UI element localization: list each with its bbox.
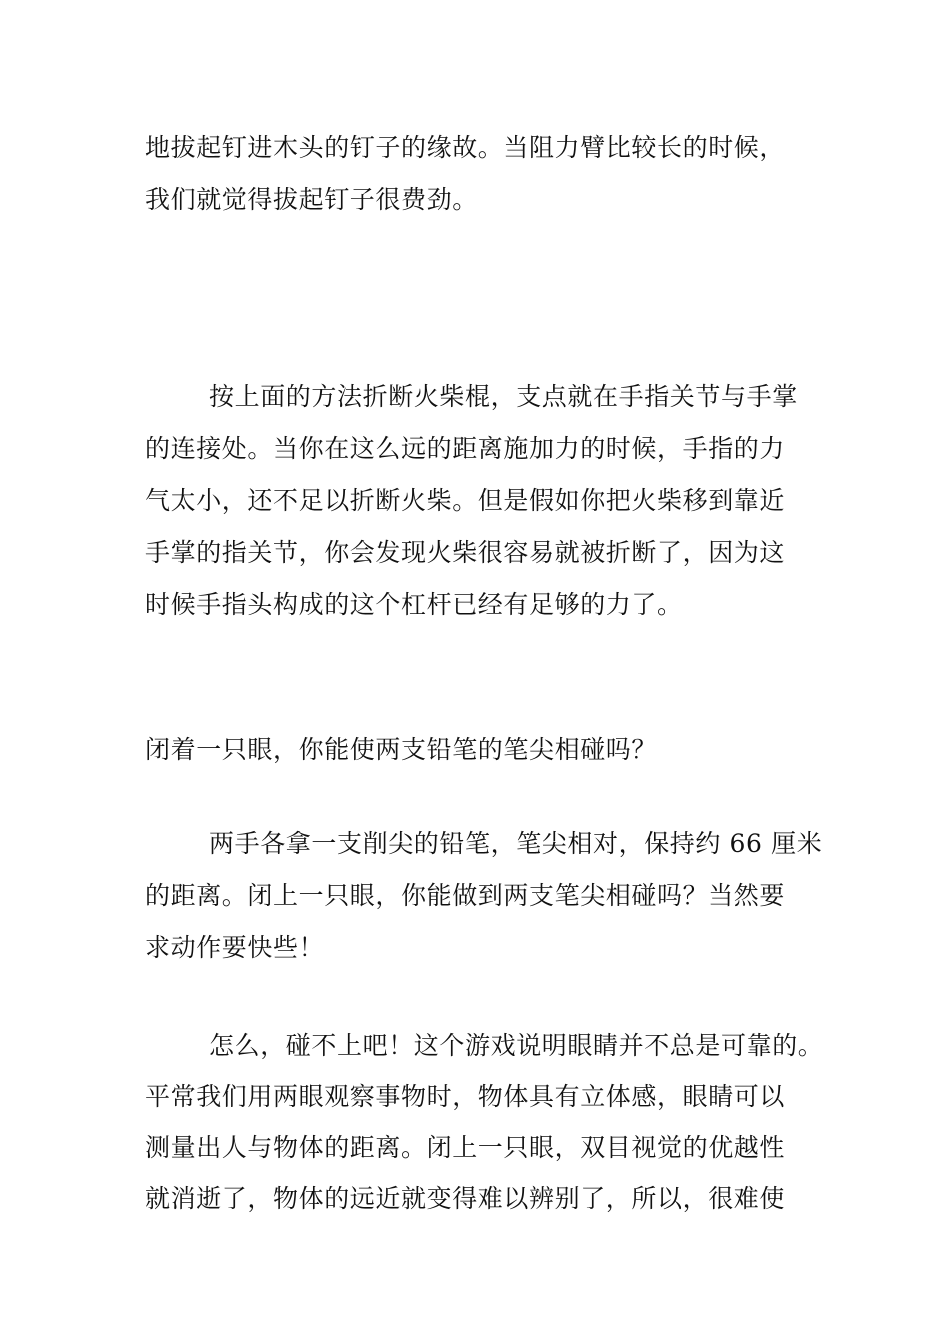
paragraph-3-line-3: 求动作要快些！ [145, 933, 325, 962]
paragraph-4-line-1: 怎么，碰不上吧！这个游戏说明眼睛并不总是可靠的。 [209, 1031, 824, 1060]
paragraph-2-line-3: 气太小，还不足以折断火柴。但是假如你把火柴移到靠近 [145, 486, 786, 515]
paragraph-1-line-1: 地拔起钉进木头的钉子的缘故。当阻力臂比较长的时候， [145, 133, 786, 162]
paragraph-2-line-2: 的连接处。当你在这么远的距离施加力的时候，手指的力 [145, 434, 786, 463]
paragraph-3-line-2: 的距离。闭上一只眼，你能做到两支笔尖相碰吗？当然要 [145, 881, 786, 910]
paragraph-2-line-4: 手掌的指关节，你会发现火柴很容易就被折断了，因为这 [145, 538, 786, 567]
paragraph-4-line-4: 就消逝了，物体的远近就变得难以辨别了，所以，很难使 [145, 1184, 786, 1213]
section-heading: 闭着一只眼，你能使两支铅笔的笔尖相碰吗？ [145, 735, 658, 764]
paragraph-3-line-1: 两手各拿一支削尖的铅笔，笔尖相对，保持约 66 厘米 [209, 829, 823, 858]
paragraph-2-line-5: 时候手指头构成的这个杠杆已经有足够的力了。 [145, 590, 683, 619]
paragraph-4-line-3: 测量出人与物体的距离。闭上一只眼，双目视觉的优越性 [145, 1133, 786, 1162]
paragraph-2-line-1: 按上面的方法折断火柴棍，支点就在手指关节与手掌 [209, 382, 798, 411]
paragraph-4-line-2: 平常我们用两眼观察事物时，物体具有立体感，眼睛可以 [145, 1082, 786, 1111]
paragraph-1-line-2: 我们就觉得拔起钉子很费劲。 [145, 185, 478, 214]
